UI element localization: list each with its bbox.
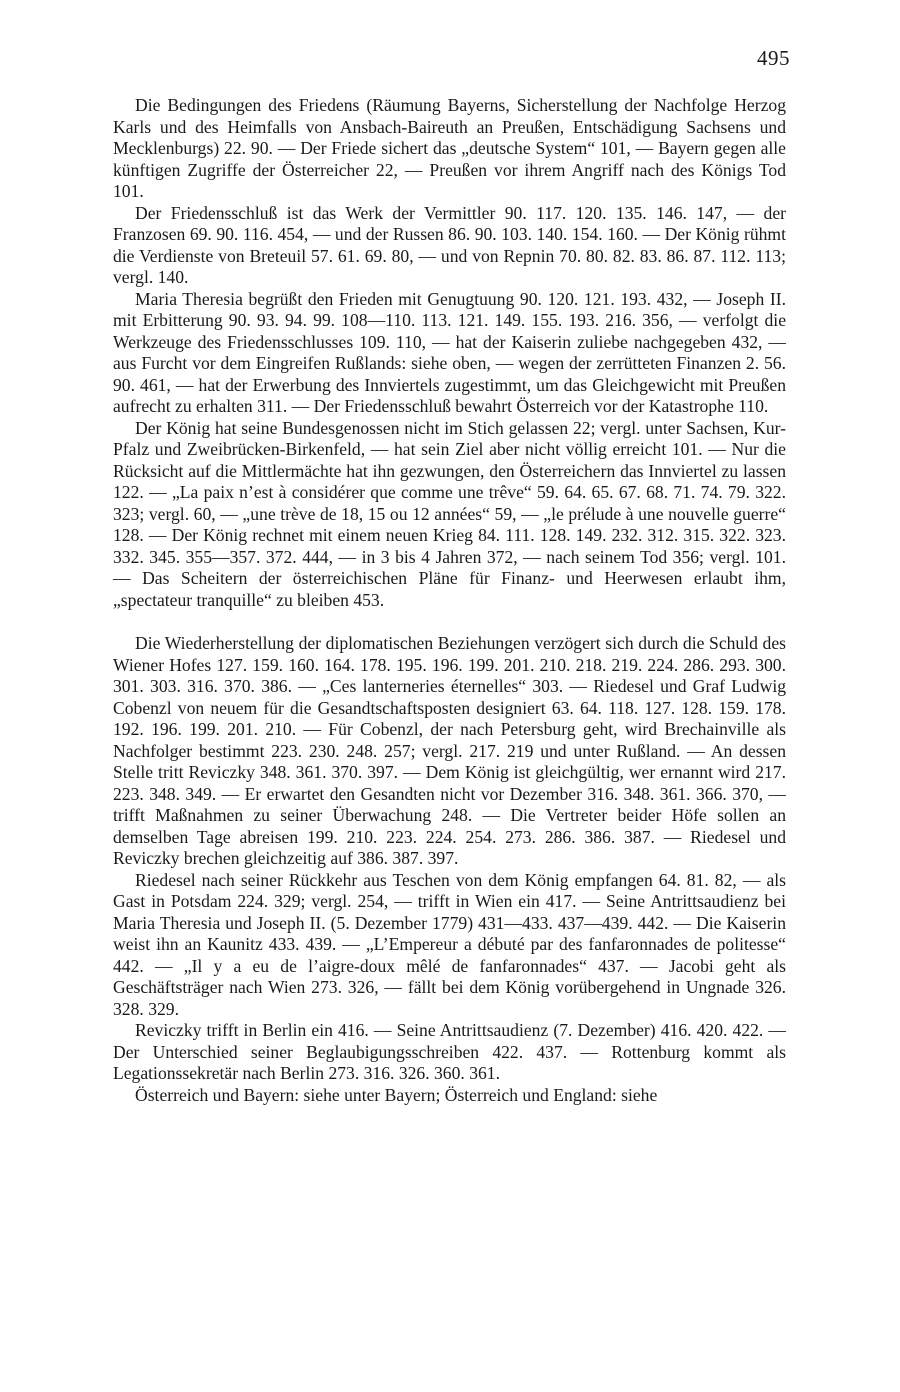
- page-body: [113, 95, 786, 1106]
- paragraph-riedesel: Riedesel nach seiner Rückkehr aus Teschen von dem König empfangen 64. 81. 82, — als Gast in Potsdam 224. 329; vergl. 254, — trifft in Wien ein 417. — Seine Antrittsaudienz bei Maria Theresia und Joseph II. (5. Dezember 1779) 431—433. 437—439. 442. — Die Kaiserin weist ihn an Kaunitz 433. 439. — „L’Empereur a débuté par des fanfaronnades de politesse“ 442. — „Il y a eu de l’aigre-doux mêlé de fanfaronnades“ 437. — Jacobi geht als Geschäftsträger nach Wien 273. 326, — fällt bei dem König vorübergehend in Ungnade 326. 328. 329.: [113, 869, 786, 1019]
- section-gap: [113, 611, 786, 633]
- paragraph-peace-conditions: Die Bedingungen des Friedens (Räumung Bayerns, Sicherstellung der Nachfolge Herzog Karls und des Heimfalls von Ansbach-Baireuth an Preußen, Entschädigung Sachsens und Mecklenburgs) 22. 90. — Der Friede sichert das „deutsche System“ 101, — Bayern gegen alle künftigen Zugriffe der Österreicher 22, — Preußen vor ihrem Angriff nach des Königs Tod 101.: [113, 95, 786, 201]
- paragraph-reviczky: Reviczky trifft in Berlin ein 416. — Seine Antrittsaudienz (7. Dezember) 416. 420. 422. — Der Unterschied seiner Beglaubigungsschreiben 422. 437. — Rottenburg kommt als Legationssekretär nach Berlin 273. 316. 326. 360. 361.: [113, 1020, 786, 1083]
- paragraph-maria-theresia: Maria Theresia begrüßt den Frieden mit Genugtuung 90. 120. 121. 193. 432, — Joseph II. mit Erbitterung 90. 93. 94. 99. 108—110. 113. 121. 149. 155. 193. 216. 356, — verfolgt die Werkzeuge des Friedensschlusses 109. 110, — hat der Kaiserin zuliebe nachgegeben 432, — aus Furcht vor dem Eingreifen Rußlands: siehe oben, — wegen der zerrütteten Finanzen 2. 56. 90. 461, — hat der Erwerbung des Innviertels zugestimmt, um das Gleichgewicht mit Preußen aufrecht zu erhalten 311. — Der Friedensschluß bewahrt Österreich vor der Katastrophe 110.: [113, 288, 786, 416]
- paragraph-mediators: Der Friedensschluß ist das Werk der Vermittler 90. 117. 120. 135. 146. 147, — der Franzosen 69. 90. 116. 454, — und der Russen 86. 90. 103. 140. 154. 160. — Der König rühmt die Verdienste von Breteuil 57. 61. 69. 80, — und von Repnin 70. 80. 82. 83. 86. 87. 112. 113; vergl. 140.: [113, 202, 786, 287]
- paragraph-austria-bavaria: Österreich und Bayern: siehe unter Bayern; Österreich und England: siehe: [135, 1084, 658, 1105]
- paragraph-king-allies: Der König hat seine Bundesgenossen nicht im Stich gelassen 22; vergl. unter Sachsen, Kur-Pfalz und Zweibrücken-Birkenfeld, — hat sein Ziel aber nicht völlig erreicht 101. — Nur die Rücksicht auf die Mittlermächte hat ihn gezwungen, den Österreichern das Innviertel zu lassen 122. — „La paix n’est à considérer que comme une trêve“ 59. 64. 65. 67. 68. 71. 74. 79. 322. 323; vergl. 60, — „une trève de 18, 15 ou 12 années“ 59, — „le prélude à une nouvelle guerre“ 128. — Der König rechnet mit einem neuen Krieg 84. 111. 128. 149. 232. 312. 315. 322. 323. 332. 345. 355—357. 372. 444, — in 3 bis 4 Jahren 372, — nach seinem Tod 356; vergl. 101. — Das Scheitern der österreichischen Pläne für Finanz- und Heerwesen erlaubt ihm, „spectateur tranquille“ zu bleiben 453.: [113, 417, 786, 610]
- paragraph-diplomatic-relations: Die Wiederherstellung der diplomatischen Beziehungen verzögert sich durch die Schuld des Wiener Hofes 127. 159. 160. 164. 178. 195. 196. 199. 201. 210. 218. 219. 224. 286. 293. 300. 301. 303. 316. 370. 386. — „Ces lanterneries éternelles“ 303. — Riedesel und Graf Ludwig Cobenzl von neuem für die Gesandtschaftsposten designiert 63. 64. 118. 127. 128. 159. 178. 192. 196. 199. 201. 210. — Für Cobenzl, der nach Petersburg geht, wird Brechainville als Nachfolger bestimmt 223. 230. 248. 257; vergl. 217. 219 und unter Rußland. — An dessen Stelle tritt Reviczky 348. 361. 370. 397. — Dem König ist gleichgültig, wer ernannt wird 217. 223. 348. 349. — Er erwartet den Gesandten nicht vor Dezember 316. 348. 361. 366. 370, — trifft Maßnahmen zu seiner Überwachung 248. — Die Vertreter beider Höfe sollen an demselben Tage abreisen 199. 210. 223. 224. 254. 273. 286. 386. 387. — Riedesel und Reviczky brechen gleichzeitig auf 386. 387. 397.: [113, 633, 786, 868]
- page-number: 495: [757, 46, 790, 70]
